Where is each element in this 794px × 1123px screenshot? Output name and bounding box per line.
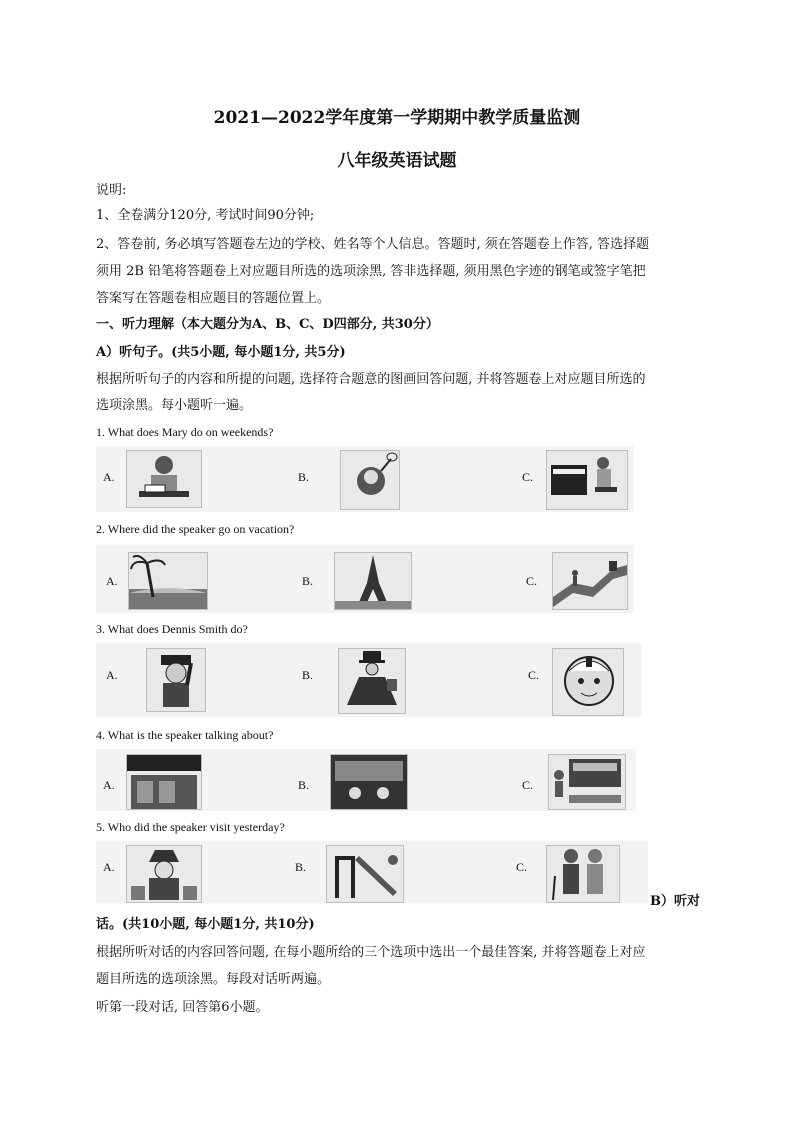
- girl-reading-icon: [126, 450, 202, 508]
- instruction-item-2-line-3: 答案写在答题卷相应题目的答题位置上。: [96, 291, 331, 306]
- section-1-heading: 一、听力理解（本大题分为A、B、C、D四部分, 共30分）: [96, 317, 439, 332]
- question-4-option-a[interactable]: A.: [103, 778, 115, 792]
- question-5-option-b[interactable]: B.: [295, 860, 307, 874]
- question-5-option-c[interactable]: C.: [516, 860, 528, 874]
- magician-icon: [338, 648, 406, 714]
- part-b-desc-line-2: 题目所选的选项涂黑。每段对话听两遍。: [96, 972, 331, 987]
- question-5-option-a[interactable]: A.: [103, 860, 115, 874]
- question-1-option-b[interactable]: B.: [298, 470, 310, 484]
- doctor-icon: [552, 648, 624, 716]
- question-2: 2. Where did the speaker go on vacation?: [96, 522, 295, 536]
- question-1: 1. What does Mary do on weekends?: [96, 425, 274, 439]
- question-3-option-a[interactable]: A.: [106, 668, 118, 682]
- question-1-option-a[interactable]: A.: [103, 470, 115, 484]
- part-b-note: 听第一段对话, 回答第6小题。: [96, 1000, 269, 1015]
- part-b-desc-line-1: 根据所听对话的内容回答问题, 在每小题所给的三个选项中选出一个最佳答案, 并将答题卷上对应: [96, 945, 646, 960]
- talk-show-icon: [330, 754, 408, 810]
- santa-icon: [126, 845, 202, 903]
- question-5: 5. Who did the speaker visit yesterday?: [96, 820, 285, 834]
- question-2-option-c[interactable]: C.: [526, 574, 538, 588]
- question-4-option-b[interactable]: B.: [298, 778, 310, 792]
- boy-badminton-icon: [340, 450, 400, 510]
- part-b-heading-rest: 话。(共10小题, 每小题1分, 共10分): [96, 917, 315, 932]
- question-2-option-b[interactable]: B.: [302, 574, 314, 588]
- beach-palm-icon: [128, 552, 208, 610]
- old-couple-icon: [546, 845, 620, 903]
- question-4-option-c[interactable]: C.: [522, 778, 534, 792]
- part-a-desc-line-2: 选项涂黑。每小题听一遍。: [96, 398, 253, 413]
- part-a-heading: A）听句子。(共5小题, 每小题1分, 共5分): [96, 345, 346, 360]
- teachers-day-icon: [548, 754, 626, 810]
- mcdonalds-icon: [126, 754, 202, 810]
- question-2-option-a[interactable]: A.: [106, 574, 118, 588]
- question-3: 3. What does Dennis Smith do?: [96, 622, 248, 636]
- part-b-heading-start: B）听对: [650, 894, 700, 909]
- part-a-desc-line-1: 根据所听句子的内容和所提的问题, 选择符合题意的图画回答问题, 并将答题卷上对应题目所选的: [96, 372, 646, 387]
- policeman-icon: [146, 648, 206, 712]
- question-4: 4. What is the speaker talking about?: [96, 728, 274, 742]
- playground-slide-icon: [326, 845, 404, 903]
- question-1-option-c[interactable]: C.: [522, 470, 534, 484]
- eiffel-tower-icon: [334, 552, 412, 610]
- exam-subtitle: 八年级英语试题: [337, 151, 457, 171]
- girl-piano-icon: [546, 450, 628, 510]
- question-3-option-b[interactable]: B.: [302, 668, 314, 682]
- question-3-option-c[interactable]: C.: [528, 668, 540, 682]
- instruction-item-2-line-1: 2、答卷前, 务必填写答题卷左边的学校、姓名等个人信息。答题时, 须在答题卷上作答, 答选择题: [96, 237, 650, 252]
- great-wall-icon: [552, 552, 628, 610]
- exam-title: 2021—2022学年度第一学期期中教学质量监测: [213, 108, 581, 128]
- instructions-label: 说明:: [96, 183, 127, 198]
- instruction-item-1: 1、全卷满分120分, 考试时间90分钟;: [96, 208, 315, 223]
- instruction-item-2-line-2: 须用 2B 铅笔将答题卷上对应题目所选的选项涂黑, 答非选择题, 须用黑色字迹的钢笔或签字笔把: [96, 264, 646, 279]
